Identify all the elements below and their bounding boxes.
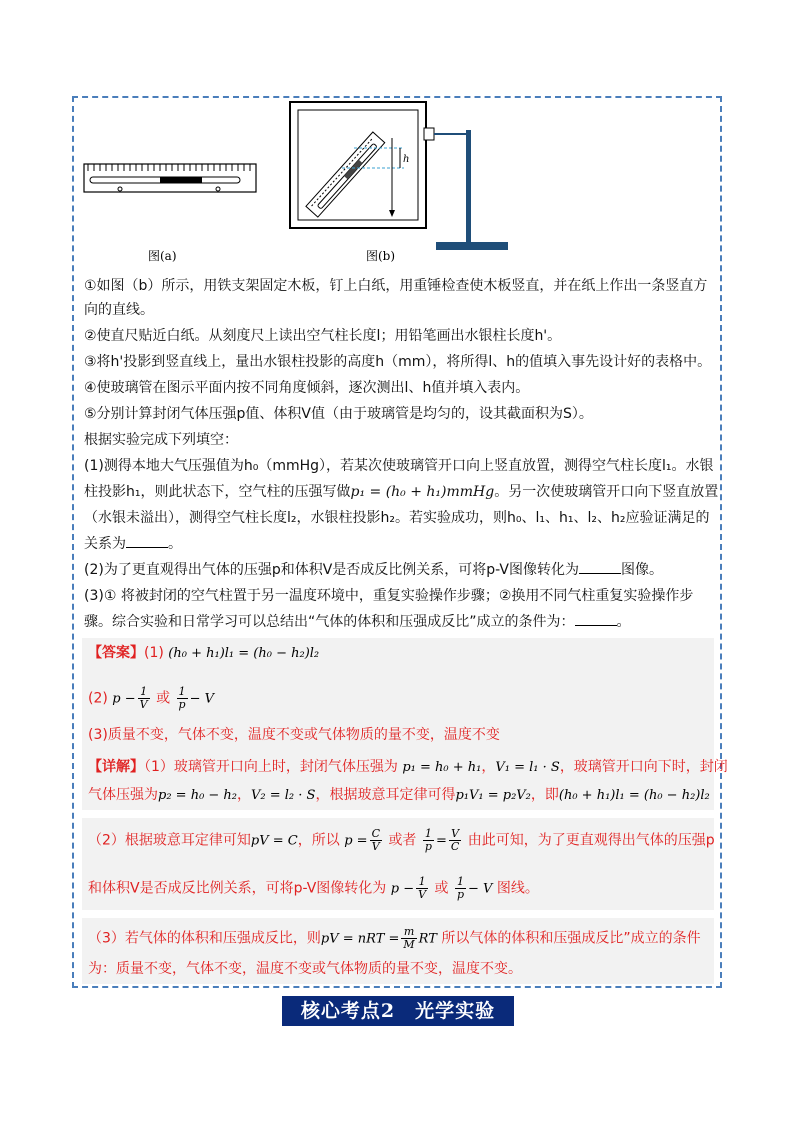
answer-3: (3)质量不变，气体不变，温度不变或气体物质的量不变，温度不变 <box>88 727 500 743</box>
section-title: 核心考点2 光学实验 <box>282 996 514 1026</box>
experiment-figures <box>74 98 724 268</box>
answer-2: (2) p − $\frac{1}{V}$ 或 $\frac{1}{p}$ − V <box>88 685 214 711</box>
detail-2-line1: （2）根据玻意耳定律可知pV = C，所以 p = $\frac{C}{V}$ 或者 $\frac{1}{p}$ = $\frac{V}{C}$ 由此可知，为了更直观得出气体的压强p <box>88 827 715 853</box>
detail-2-line2: 和体积V是否成反比例关系，可将p-V图像转化为 p − $\frac{1}{V}$ 或 $\frac{1}{p}$ − V 图线。 <box>88 875 539 901</box>
detail-line1: 【详解】（1）玻璃管开口向上时，封闭气体压强为 p₁ = h₀ + h₁，V₁ = l₁ · S，玻璃管开口向下时，封闭 <box>88 759 728 775</box>
answer-block <box>82 638 728 810</box>
q3-line1: (3)① 将被封闭的空气柱置于另一温度环境中，重复实验操作步骤；②换用不同气柱重复实验操作步 <box>84 588 694 604</box>
q2-line: (2)为了更直观得出气体的压强p和体积V是否成反比例关系，可将p-V图像转化为 图像。 <box>84 558 716 582</box>
step-5: ⑤分别计算封闭气体压强p值、体积V值（由于玻璃管是均匀的，设其截面积为S）。 <box>84 406 593 422</box>
q1-answer-blank <box>126 533 168 548</box>
figure-a-tube-ruler <box>84 164 256 192</box>
answer-1: 【答案】(1) (h₀ + h₁)l₁ = (h₀ − h₂)l₂ <box>88 645 320 661</box>
detail-part3 <box>82 918 714 984</box>
figure-b-caption: 图(b) <box>366 249 396 263</box>
detail-line2: 气体压强为p₂ = h₀ − h₂，V₂ = l₂ · S，根据玻意耳定律可得p₁V₁ = p₂V₂，即(h₀ + h₁)l₁ = (h₀ − h₂)l₂ <box>88 787 710 803</box>
q1-line4: 关系为 。 <box>84 532 716 556</box>
step-3: ③将h'投影到竖直线上，量出水银柱投影的高度h（mm），将所得l、h的值填入事先设计好的表格中。 <box>84 354 712 370</box>
q3-line2: 骤。综合实验和日常学习可以总结出“气体的体积和压强成反比”成立的条件为： 。 <box>84 610 716 634</box>
q1-line3: （水银未溢出），测得空气柱长度l₂，水银柱投影h₂。若实验成功，则h₀、l₁、h₁、l₂、h₂应验证满足的 <box>84 510 710 526</box>
svg-text:h: h <box>403 154 410 165</box>
q3-answer-blank <box>575 611 617 626</box>
step-1-cont: 向的直线。 <box>84 302 154 318</box>
q1-line1: (1)测得本地大气压强值为h₀（mmHg），若某次使玻璃管开口向上竖直放置，测得空气柱长度l₁。水银 <box>84 458 714 474</box>
question-box <box>72 96 728 988</box>
figure-a-caption: 图(a) <box>148 249 177 263</box>
instruction: 根据实验完成下列填空： <box>84 432 238 448</box>
q1-line2: 柱投影h₁，则此状态下，空气柱的压强写做p₁ = (h₀ + h₁)mmHg。另一次使玻璃管开口向下竖直放置 <box>84 484 719 500</box>
step-2: ②使直尺贴近白纸。从刻度尺上读出空气柱长度l；用铅笔画出水银柱长度h'。 <box>84 328 562 344</box>
detail-3-line2: 为：质量不变，气体不变，温度不变或气体物质的量不变，温度不变。 <box>88 961 522 977</box>
detail-3-line1: （3）若气体的体积和压强成反比，则pV = nRT = $\frac{m}{M}$ RT 所以气体的体积和压强成反比”成立的条件 <box>88 925 701 951</box>
detail-part2 <box>82 818 714 910</box>
q2-answer-blank <box>579 559 621 574</box>
figure-b-apparatus <box>290 102 508 250</box>
step-1: ①如图（b）所示，用铁支架固定木板，钉上白纸，用重锤检查使木板竖直，并在纸上作出一条竖直方 <box>84 278 708 294</box>
step-4: ④使玻璃管在图示平面内按不同角度倾斜，逐次测出l、h值并填入表内。 <box>84 380 530 396</box>
